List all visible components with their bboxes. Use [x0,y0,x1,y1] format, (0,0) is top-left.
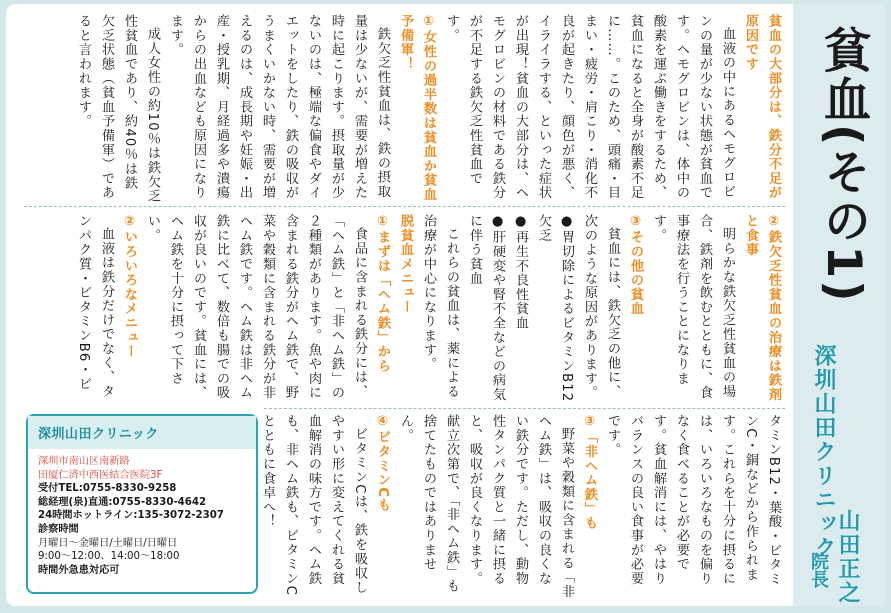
article-paragraph: 食品に含まれる鉄分には、「ヘム鉄」と「非ヘム鉄」の２種類があります。魚や肉に含まれる鉄分がヘム鉄で、野菜や穀類に含まれる鉄分が非ヘム鉄です。ヘム鉄は非ヘム鉄に比べて、数倍も腸での吸収が良いのです。貧血には、ヘム鉄を十分に摂って下さい。 [145,214,367,400]
author-name: 山田正之 [835,509,860,605]
article-column-top [76,14,785,204]
section-heading: ②鉄欠乏性貧血の治療は鉄剤と食事 [743,214,781,402]
divider [264,408,785,410]
clinic-hotline: 24時間ホットライン:135-3072-2307 [38,510,224,522]
list-item: ●肝硬変や腎不全などの病気に伴う貧血 [467,214,505,402]
list-item: ●再生不良性貧血 [513,214,528,331]
article-title: 貧血(その1) [816,26,871,304]
clinic-hours-label: 診察時間 [38,523,79,535]
article-paragraph: これらの貧血は、薬による治療が中心になります。 [421,214,459,399]
clinic-emergency: 時間外急患対応可 [38,564,120,576]
article-column-lower [260,414,785,599]
article-paragraph: 野菜や穀類に含まれる「非ヘム鉄」は、吸収の良くない鉄分です。ただし、動物性タンパク質と一緒に摂ると、吸収が良くなります。献立次第で、「非ヘム鉄」も捨てたものではありません。 [398,414,574,599]
section-heading: 脱貧血メニュー [398,214,413,315]
clinic-days: 月曜日〜金曜日/土曜日/日曜日 [38,537,178,549]
article-paragraph: 鉄欠乏性貧血は、鉄の摂取量は少ないが、需要が増えた時に起こります。摂取量が少ないのは、極端な偏食やダイエットをしたり、鉄の吸収がうまくいかない時、需要が増えるのは、成長期や妊娠・出産・授乳期、月経過多や潰瘍からの出血なども原因になります。 [168,14,390,200]
list-item: ●胃切除によるビタミンB12欠乏 [536,214,574,403]
clinic-address-1: 深圳市南山区南新路 [38,456,130,467]
section-heading: ③その他の貧血 [628,214,643,316]
clinic-box-title: 深圳山田クリニック [28,416,256,449]
section-heading: ④ビタミンCも [375,414,390,513]
section-heading: ①女性の過半数は貧血か貧血予備軍！ [398,14,436,202]
section-heading: ①まずは「ヘム鉄」から [375,214,390,374]
clinic-info-box [26,414,258,594]
article-paragraph: 血液の中にあるヘモグロビンの量が少ない状態が貧血です。ヘモグロビンは、体中の酸素を運ぶ働きをするため、貧血になると全身が酸素不足に……。このため、頭痛・目まい・疲労・肩こり・消化不良が起きたり、顔色が悪く、イライラする、といった症状が出現！貧血の大部分は、ヘモグロビンの材料である鉄分が不足する鉄欠乏性貧血です。 [444,14,735,200]
article-paragraph: 血液は鉄分だけでなく、タンパク質・ビタミンB6・ビ [76,214,114,399]
author-role: 院長 [808,552,829,588]
clinic-hours: 9:00〜12:00、14:00〜18:00 [38,551,180,563]
article-card [6,4,885,606]
title-sidebar [793,4,885,606]
article-paragraph: タミンB12・葉酸・ビタミンC・銅などから作られます。これらを十分に摂るには、いろいろなものを偏りなく食べることが必要です。貧血解消には、やはりバランスの良い食事が必要です。 [605,414,781,587]
clinic-reception-tel: 受付TEL:0755-8330-9258 [38,483,177,495]
article-paragraph: 貧血には、鉄欠乏の他に、次のような原因があります。 [582,214,620,400]
section-heading: 貧血の大部分は、鉄分不足が原因です [743,14,781,200]
article-paragraph: 明らかな鉄欠乏性貧血の場合、鉄剤を飲むとともに、食事療法を行うことになります。 [651,214,735,400]
article-paragraph: ビタミンCは、鉄を吸収しやすい形に変えてくれる貧血解消の味方です。ヘム鉄も、非ヘム鉄も、ビタミンCとともに食卓へ！ [260,414,367,596]
section-heading: ②いろいろなメニュー [122,214,137,359]
article-column-middle [25,214,785,404]
clinic-general-line: 総経理(泉)直通:0755-8330-4642 [38,496,207,508]
clinic-address-2: 田厦仁済中西医結合医院3F [38,469,163,481]
section-heading: ③「非ヘム鉄」も [582,414,597,531]
divider [24,206,785,208]
author-clinic: 深圳山田クリニック [811,344,836,560]
article-paragraph: 成人女性の約10％は鉄欠乏性貧血であり、約40％は鉄欠乏状態（貧血予備軍）であると言われます。 [76,14,160,204]
